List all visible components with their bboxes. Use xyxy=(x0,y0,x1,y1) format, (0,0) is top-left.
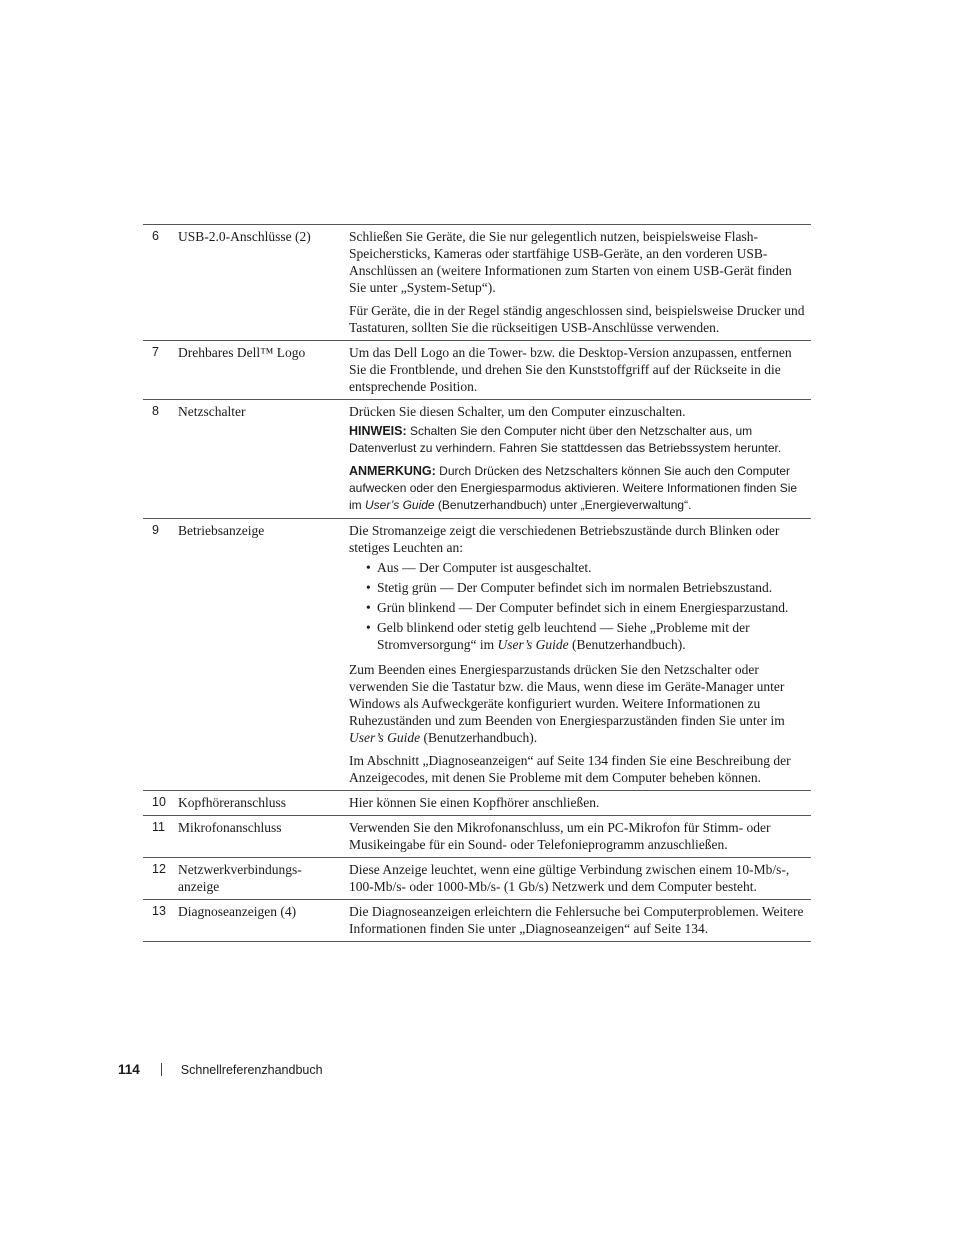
page-number: 114 xyxy=(118,1062,140,1077)
footer-title: Schnellreferenzhandbuch xyxy=(180,1062,323,1077)
description-paragraph: Diese Anzeige leuchtet, wenn eine gültige Verbindung zwischen einem 10-Mb/s-, 100-Mb/s- oder 1000-Mb/s- (1 Gb/s) Netzwerk und dem Computer besteht. xyxy=(349,862,790,894)
table-row xyxy=(143,791,811,816)
row-description xyxy=(349,228,811,336)
row-number: 10 xyxy=(152,795,166,809)
feature-table xyxy=(143,224,811,942)
bullet-italic-reference: User’s Guide xyxy=(497,637,569,652)
row-feature-name: Diagnoseanzeigen (4) xyxy=(178,904,297,919)
status-bullet-list xyxy=(349,559,809,653)
description-paragraph: Für Geräte, die in der Regel ständig angeschlossen sind, beispielsweise Drucker und Tastaturen, sollten Sie die rückseitigen USB-Anschlüsse verwenden. xyxy=(349,303,805,335)
table-row xyxy=(143,225,811,341)
row-description xyxy=(349,344,811,395)
bullet-item: • Stetig grün — Der Computer befindet sich im normalen Betriebszustand. xyxy=(349,579,809,596)
bullet-item: • Aus — Der Computer ist ausgeschaltet. xyxy=(349,559,809,576)
row-description xyxy=(349,403,811,514)
row-number: 12 xyxy=(152,862,166,876)
bullet-item: • Grün blinkend — Der Computer befindet sich in einem Energiesparzustand. xyxy=(349,599,809,616)
row-number: 13 xyxy=(152,904,166,918)
notice-label: HINWEIS: xyxy=(349,424,407,438)
row-feature-name: Drehbares Dell™ Logo xyxy=(178,345,306,360)
table-row xyxy=(143,519,811,791)
table-row xyxy=(143,816,811,858)
description-paragraph: Um das Dell Logo an die Tower- bzw. die Desktop-Version anzupassen, entfernen Sie die Frontblende, und drehen Sie den Kunststoffgriff auf der Rückseite in die entsprechende Position. xyxy=(349,345,792,394)
description-paragraph: Drücken Sie diesen Schalter, um den Computer einzuschalten. xyxy=(349,404,686,419)
paragraph-text: Zum Beenden eines Energiesparzustands drücken Sie den Netzschalter oder verwenden Sie die Tastatur bzw. die Maus, wenn diese im Geräte-Manager unter Windows als Aufweckgeräte konfiguriert wurden. Weitere Informationen zu Ruhezuständen und zum Beenden von Energiesparzuständen finden Sie unter im xyxy=(349,662,785,728)
description-paragraph xyxy=(349,661,809,746)
description-paragraph: Die Diagnoseanzeigen erleichtern die Fehlersuche bei Computerproblemen. Weitere Informationen finden Sie unter „Diagnoseanzeigen“ auf Seite 134. xyxy=(349,904,804,936)
row-feature-name: Netzschalter xyxy=(178,404,246,419)
row-feature-name: Betriebsanzeige xyxy=(178,523,265,538)
row-number: 6 xyxy=(152,229,159,243)
row-feature-name: Netzwerkverbindungs-anzeige xyxy=(178,862,302,894)
row-feature-name: Mikrofonanschluss xyxy=(178,820,282,835)
bullet-text-end: (Benutzerhandbuch). xyxy=(568,637,686,652)
row-description xyxy=(349,819,811,853)
row-feature-name: USB-2.0-Anschlüsse (2) xyxy=(178,229,311,244)
paragraph-text-end: (Benutzerhandbuch). xyxy=(420,730,538,745)
bullet-text: Gelb blinkend oder stetig gelb leuchtend — Siehe „Probleme mit der Stromversorgung“ im xyxy=(377,620,750,652)
description-paragraph: Schließen Sie Geräte, die Sie nur gelegentlich nutzen, beispielsweise Flash-Speichersticks, Kameras oder startfähige USB-Geräte, an den vorderen USB-Anschlüssen an (weitere Informationen zum Starten von einem USB-Gerät finden Sie unter „System-Setup“). xyxy=(349,229,792,295)
note-text: Durch Drücken des Netzschalters können Sie auch den Computer aufwecken oder den Energiesparmodus aktivieren. Weitere Informationen finden Sie im xyxy=(349,464,798,512)
row-number: 7 xyxy=(152,345,159,359)
row-description xyxy=(349,861,811,895)
footer-divider xyxy=(161,1063,162,1076)
row-number: 9 xyxy=(152,523,159,537)
description-paragraph: Verwenden Sie den Mikrofonanschluss, um ein PC-Mikrofon für Stimm- oder Musikeingabe für ein Sound- oder Telefonieprogramm anzuschließen. xyxy=(349,820,771,852)
description-paragraph: Hier können Sie einen Kopfhörer anschließen. xyxy=(349,795,600,810)
row-number: 11 xyxy=(152,820,165,834)
table-row xyxy=(143,858,811,900)
row-description xyxy=(349,522,811,786)
row-description xyxy=(349,903,811,937)
table-row xyxy=(143,900,811,941)
description-paragraph: Die Stromanzeige zeigt die verschiedenen Betriebszustände durch Blinken oder stetiges Leuchten an: xyxy=(349,523,780,555)
notice-anmerkung xyxy=(349,463,809,514)
description-paragraph: Im Abschnitt „Diagnoseanzeigen“ auf Seite 134 finden Sie eine Beschreibung der Anzeigecodes, mit denen Sie Probleme mit dem Computer beheben können. xyxy=(349,753,791,785)
row-description xyxy=(349,794,811,811)
note-label: ANMERKUNG: xyxy=(349,464,436,478)
note-text-end: (Benutzerhandbuch) unter „Energieverwaltung“. xyxy=(434,498,692,512)
row-number: 8 xyxy=(152,404,159,418)
row-feature-name: Kopfhöreranschluss xyxy=(178,795,286,810)
notice-text: Schalten Sie den Computer nicht über den Netzschalter aus, um Datenverlust zu verhindern. Fahren Sie stattdessen das Betriebssystem herunter. xyxy=(349,424,782,455)
page-footer xyxy=(118,1062,323,1077)
table-row xyxy=(143,400,811,519)
table-row xyxy=(143,341,811,400)
paragraph-italic-reference: User’s Guide xyxy=(349,730,421,745)
notice-hinweis xyxy=(349,423,809,457)
bullet-item xyxy=(349,619,809,653)
note-italic-reference: User’s Guide xyxy=(365,498,435,512)
